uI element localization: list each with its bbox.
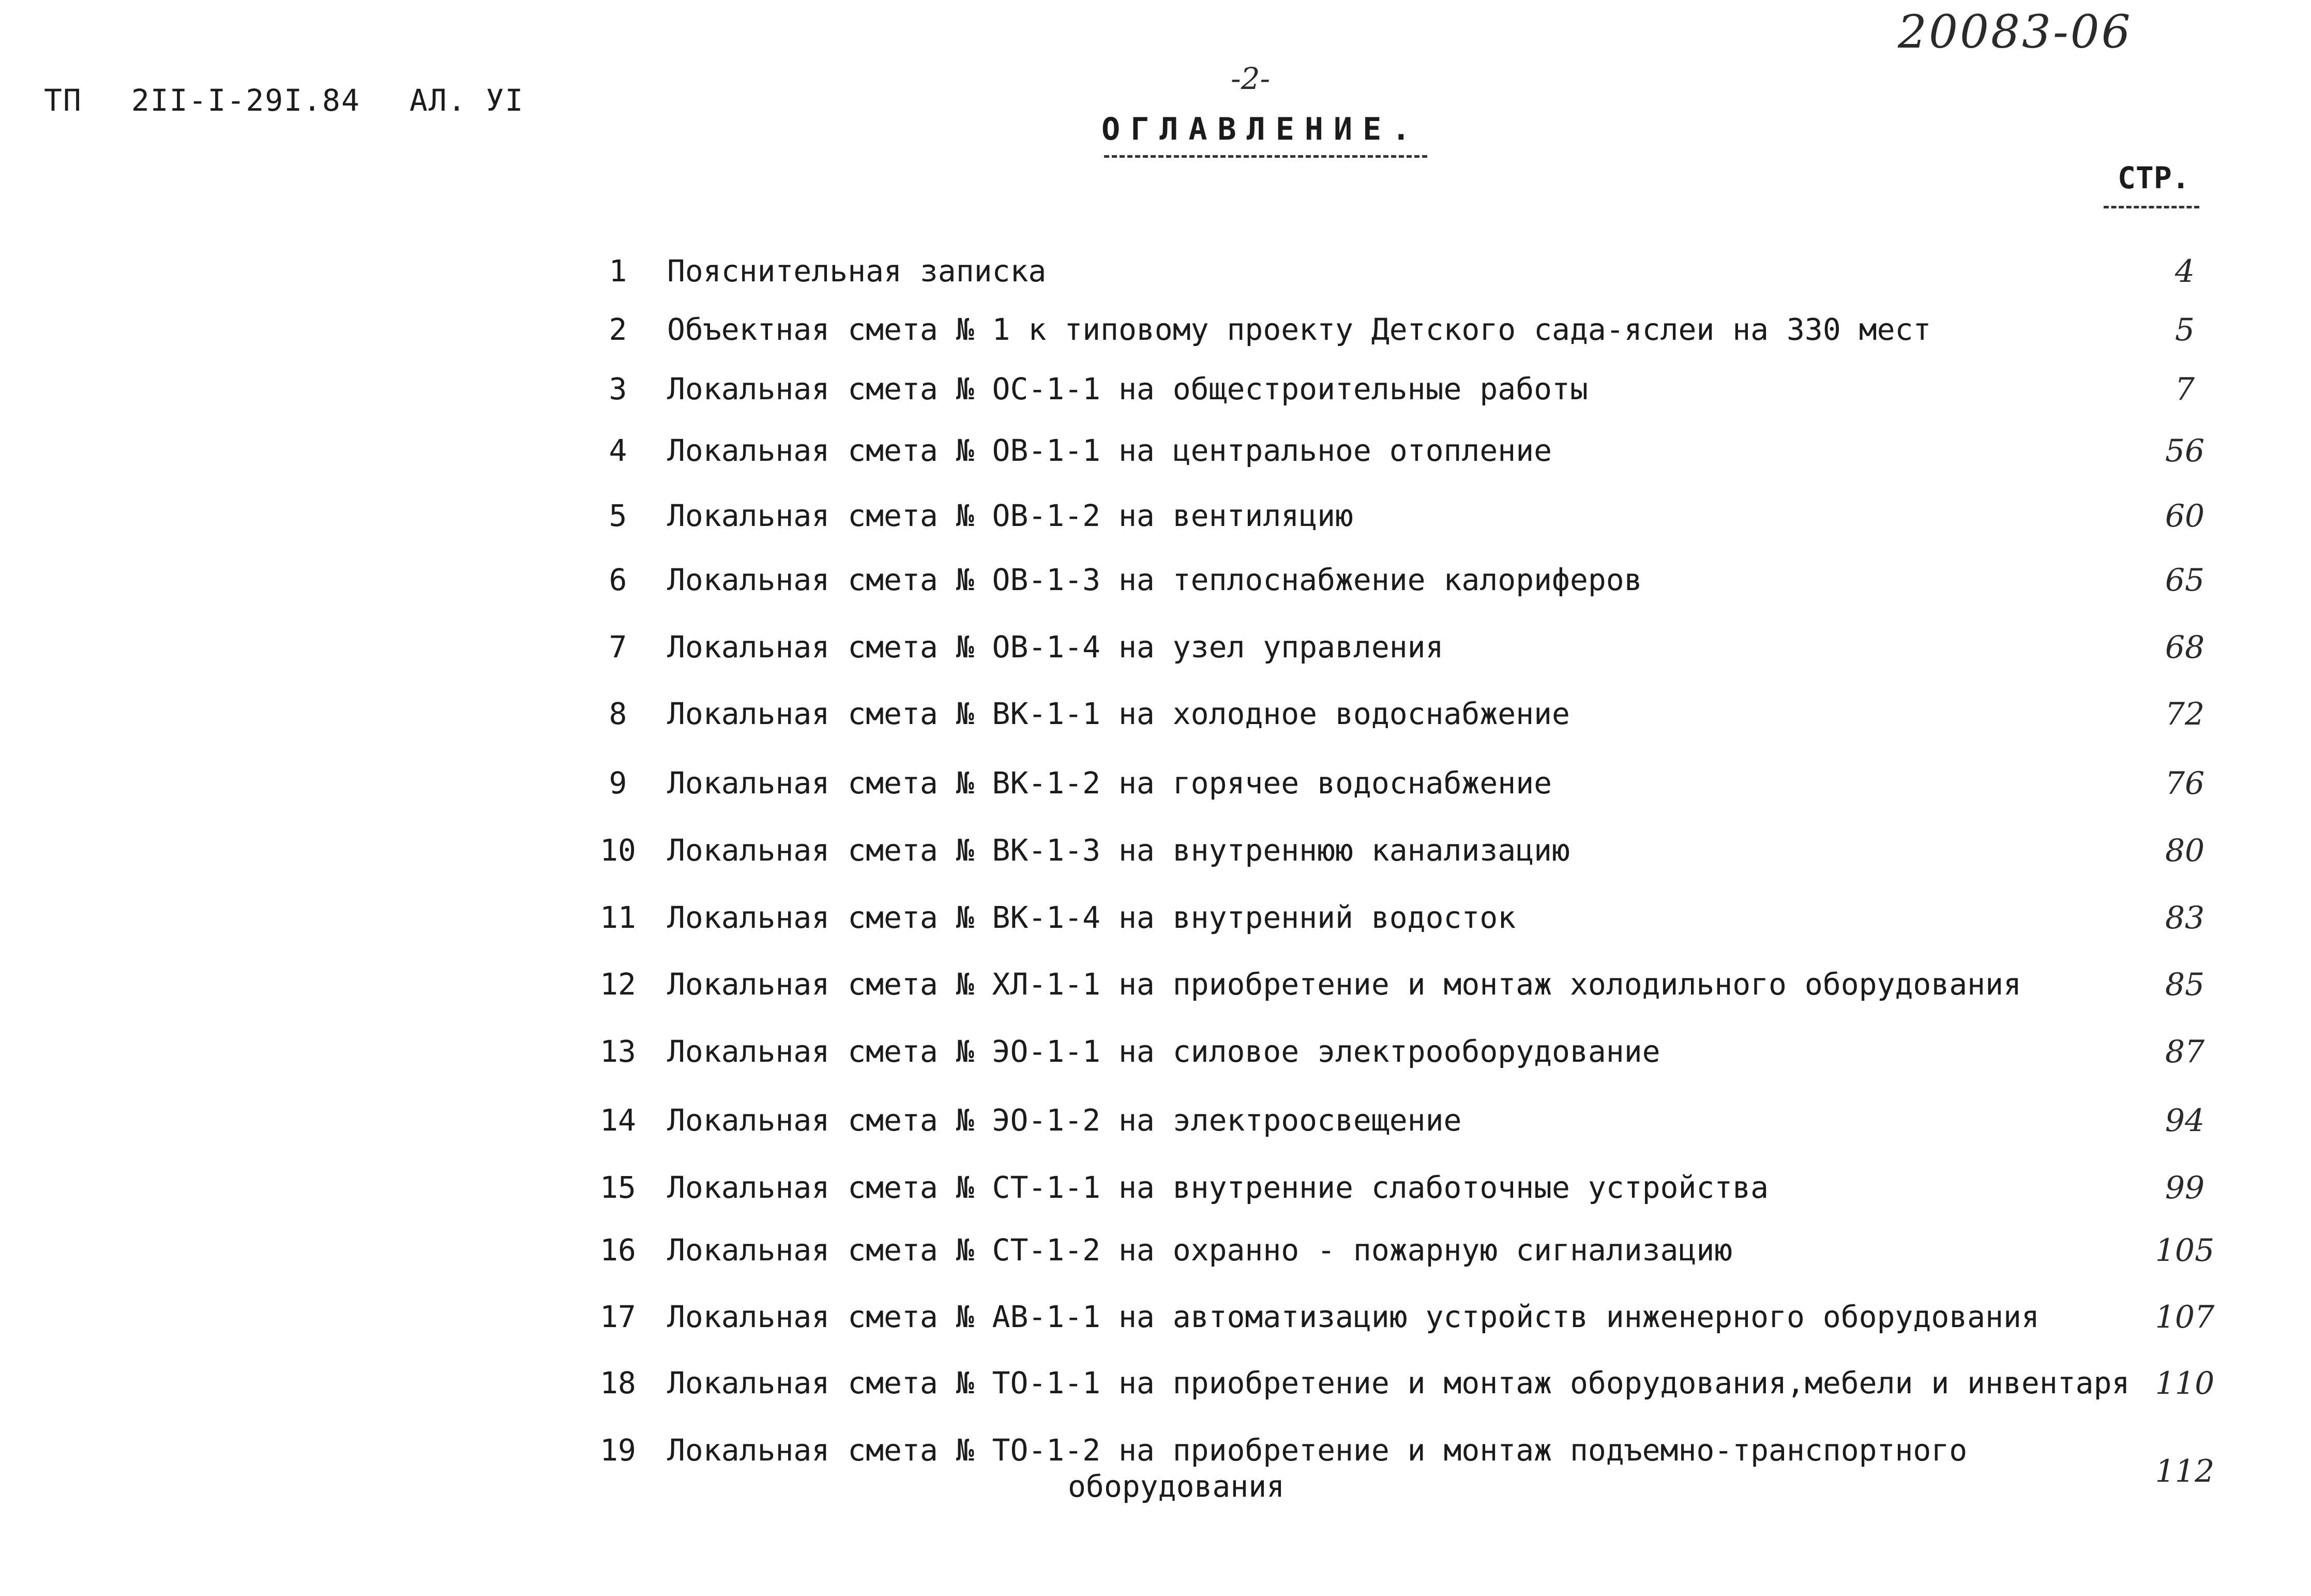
entry-page: 87 xyxy=(2165,1034,2205,1070)
entry-number: 5 xyxy=(609,498,627,533)
page-column-underline xyxy=(2104,206,2199,208)
entry-number: 15 xyxy=(600,1170,636,1205)
toc-entry[interactable] xyxy=(0,1299,2311,1356)
entry-number: 11 xyxy=(600,900,636,935)
toc-entry[interactable] xyxy=(0,967,2311,1023)
entry-page: 83 xyxy=(2165,900,2205,936)
entry-number: 3 xyxy=(609,371,627,406)
entry-number: 10 xyxy=(600,833,636,868)
entry-title: Локальная смета № ЭО-1-2 на электроосвещение xyxy=(667,1103,1462,1138)
toc-entry[interactable] xyxy=(0,433,2311,490)
entry-number: 17 xyxy=(600,1299,636,1334)
toc-entry[interactable] xyxy=(0,833,2311,890)
entry-title: Локальная смета № АВ-1-1 на автоматизацию устройств инженерного оборудования xyxy=(667,1299,2040,1334)
toc-entry[interactable] xyxy=(0,900,2311,957)
entry-page: 5 xyxy=(2174,312,2195,348)
toc-entry[interactable] xyxy=(0,253,2311,310)
entry-page: 4 xyxy=(2174,253,2195,290)
entry-page: 99 xyxy=(2165,1170,2205,1206)
page-number: -2- xyxy=(1231,61,1271,96)
entry-title: Локальная смета № ВК-1-3 на внутреннюю канализацию xyxy=(667,833,1570,868)
entry-title: Локальная смета № ТО-1-1 на приобретение и монтаж оборудования,мебели и инвентаря xyxy=(667,1365,2130,1401)
entry-title: Локальная смета № ОС-1-1 на общестроительные работы xyxy=(667,371,1588,406)
toc-entry[interactable] xyxy=(0,371,2311,428)
archive-number: 20083-06 xyxy=(1898,5,2133,58)
entry-page: 80 xyxy=(2165,833,2205,869)
toc-entry[interactable] xyxy=(0,1433,2311,1515)
toc-entry[interactable] xyxy=(0,312,2311,369)
toc-entry[interactable] xyxy=(0,1170,2311,1227)
entry-page: 110 xyxy=(2155,1365,2215,1402)
entry-title: Пояснительная записка xyxy=(667,253,1047,289)
toc-entry[interactable] xyxy=(0,1103,2311,1160)
toc-entry[interactable] xyxy=(0,696,2311,753)
entry-title: Локальная смета № СТ-1-2 на охранно - пожарную сигнализацию xyxy=(667,1232,1733,1268)
entry-title: Локальная смета № ОВ-1-2 на вентиляцию xyxy=(667,498,1353,533)
toc-entry[interactable] xyxy=(0,1232,2311,1289)
entry-number: 14 xyxy=(600,1103,636,1138)
entry-page: 56 xyxy=(2165,433,2205,469)
entry-number: 2 xyxy=(609,312,627,347)
entry-number: 18 xyxy=(600,1365,636,1401)
page-title: ОГЛАВЛЕНИЕ. xyxy=(1101,111,1421,147)
entry-page: 94 xyxy=(2165,1103,2205,1139)
entry-number: 12 xyxy=(600,967,636,1002)
entry-page: 105 xyxy=(2155,1232,2215,1269)
entry-title: Объектная смета № 1 к типовому проекту Детского сада-яслеи на 330 мест xyxy=(667,312,1931,347)
toc-entry[interactable] xyxy=(0,1034,2311,1091)
entry-number: 19 xyxy=(600,1433,636,1468)
entry-title: Локальная смета № СТ-1-1 на внутренние слаботочные устройства xyxy=(667,1170,1769,1205)
entry-page: 112 xyxy=(2155,1453,2215,1489)
toc-entry[interactable] xyxy=(0,629,2311,686)
entry-title: Локальная смета № ВК-1-1 на холодное водоснабжение xyxy=(667,696,1570,731)
document-code xyxy=(44,83,573,118)
entry-page: 7 xyxy=(2174,371,2195,408)
entry-page: 68 xyxy=(2165,629,2205,666)
entry-number: 8 xyxy=(609,696,627,731)
entry-title: Локальная смета № ОВ-1-4 на узел управления xyxy=(667,629,1444,665)
entry-page: 85 xyxy=(2165,967,2205,1003)
entry-number: 4 xyxy=(609,433,627,468)
entry-page: 72 xyxy=(2165,696,2205,732)
entry-page: 65 xyxy=(2165,562,2205,598)
entry-title-continuation: оборудования xyxy=(1068,1469,1285,1504)
entry-page: 107 xyxy=(2155,1299,2215,1335)
title-underline xyxy=(1104,155,1427,158)
entry-title: Локальная смета № ТО-1-2 на приобретение и монтаж подъемно-транспортного xyxy=(667,1433,1968,1468)
entry-number: 1 xyxy=(609,253,627,289)
entry-title: Локальная смета № ОВ-1-1 на центральное отопление xyxy=(667,433,1552,468)
entry-page: 60 xyxy=(2165,498,2205,534)
toc-entry[interactable] xyxy=(0,765,2311,822)
entry-title: Локальная смета № ВК-1-4 на внутренний водосток xyxy=(667,900,1516,935)
toc-entry[interactable] xyxy=(0,498,2311,555)
doc-code: 2II-I-29I.84 xyxy=(131,83,360,118)
entry-number: 7 xyxy=(609,629,627,665)
entry-title: Локальная смета № ОВ-1-3 на теплоснабжение калориферов xyxy=(667,562,1642,597)
page-column-header: СТР. xyxy=(2118,160,2190,195)
toc-entry[interactable] xyxy=(0,1365,2311,1422)
doc-prefix: ТП xyxy=(44,83,82,118)
entry-page: 76 xyxy=(2165,765,2205,802)
album-number: АЛ. УI xyxy=(409,83,524,118)
entry-title: Локальная смета № ЭО-1-1 на силовое электрооборудование xyxy=(667,1034,1660,1069)
entry-number: 6 xyxy=(609,562,627,597)
entry-number: 9 xyxy=(609,765,627,801)
entry-title: Локальная смета № ХЛ-1-1 на приобретение и монтаж холодильного оборудования xyxy=(667,967,2021,1002)
toc-entry[interactable] xyxy=(0,562,2311,619)
entry-number: 16 xyxy=(600,1232,636,1268)
entry-number: 13 xyxy=(600,1034,636,1069)
entry-title: Локальная смета № ВК-1-2 на горячее водоснабжение xyxy=(667,765,1552,801)
